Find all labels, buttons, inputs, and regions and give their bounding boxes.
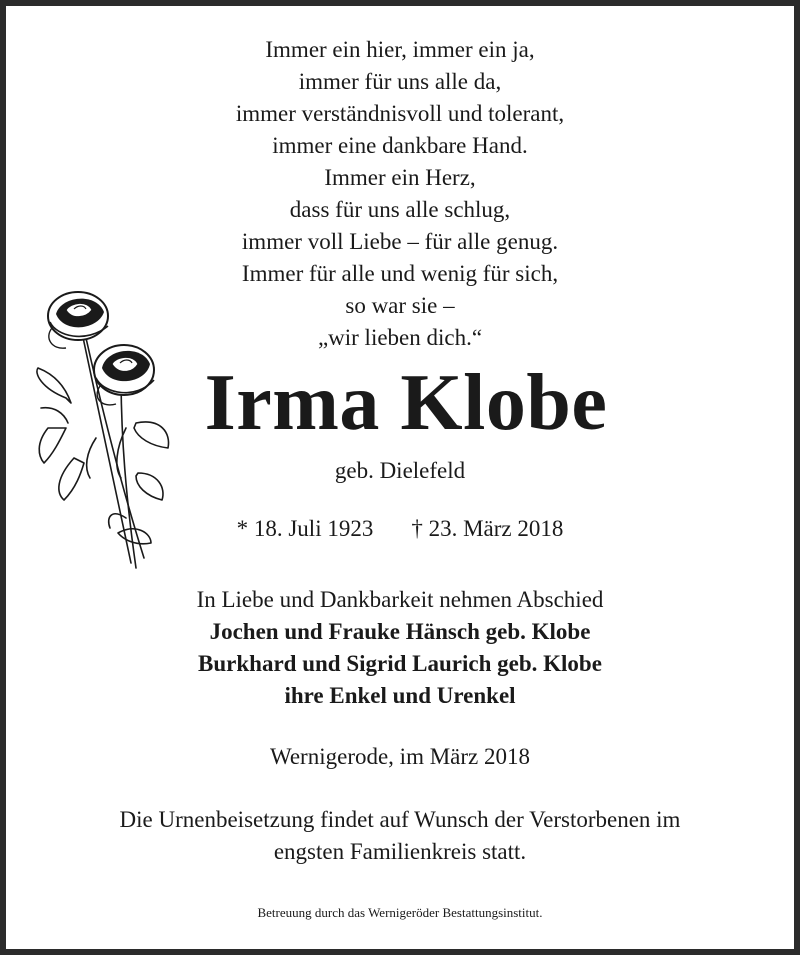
poem-line: dass für uns alle schlug, [289,197,511,222]
deceased-name: Irma Klobe [204,359,608,447]
poem-line: immer für uns alle da, [298,69,502,94]
birth-date: * 18. Juli 1923 [236,516,374,541]
life-dates [6,514,794,544]
mourner-name: Jochen und Frauke Hänsch geb. Klobe [209,619,591,644]
mourners-block [6,584,794,712]
burial-note-line: Die Urnenbeisetzung findet auf Wunsch der Verstorbenen im [119,807,681,832]
place-and-date: Wernigerode, im März 2018 [269,744,530,769]
poem-line: Immer ein hier, immer ein ja, [265,37,535,62]
poem-line: so war sie – [345,293,455,318]
poem-line: immer voll Liebe – für alle genug. [241,229,559,254]
funeral-home-credit: Betreuung durch das Wernigeröder Bestattungsinstitut. [257,905,543,920]
poem-line: immer verständnisvoll und tolerant, [235,101,565,126]
burial-note [6,804,794,868]
mourner-name: Burkhard und Sigrid Laurich geb. Klobe [198,651,602,676]
mourners-intro: In Liebe und Dankbarkeit nehmen Abschied [196,587,604,612]
burial-note-line: engsten Familienkreis statt. [273,839,527,864]
death-date: † 23. März 2018 [411,516,564,541]
mourner-name: ihre Enkel und Urenkel [284,683,516,708]
poem-line: immer eine dankbare Hand. [272,133,528,158]
maiden-name: geb. Dielefeld [334,458,466,483]
poem-line: Immer ein Herz, [324,165,476,190]
poem-line: „wir lieben dich.“ [317,325,483,350]
poem-line: Immer für alle und wenig für sich, [241,261,559,286]
